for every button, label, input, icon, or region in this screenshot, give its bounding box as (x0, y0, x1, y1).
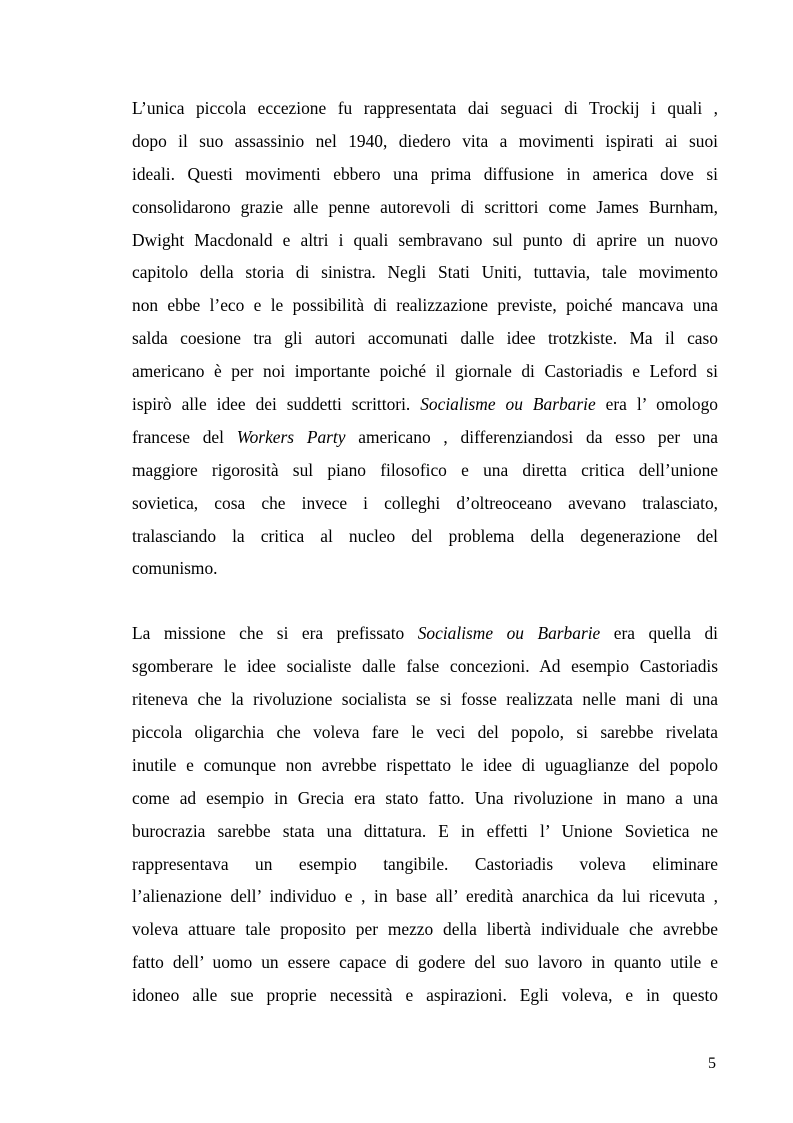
text-line (132, 158, 718, 191)
text-run: fatto dell’ uomo un essere capace di godere del suo lavoro in quanto utile e (132, 952, 718, 973)
text-line (132, 322, 718, 355)
text-line (132, 191, 718, 224)
text-line (132, 946, 718, 979)
italic-title: Socialisme ou Barbarie (420, 394, 596, 415)
paragraph-gap (132, 585, 718, 617)
text-run: capitolo della storia di sinistra. Negli Stati Uniti, tuttavia, tale movimento (132, 262, 718, 283)
text-line (132, 355, 718, 388)
italic-title: Socialisme ou Barbarie (417, 623, 601, 644)
text-run: dopo il suo assassinio nel 1940, diedero vita a movimenti ispirati ai suoi (132, 130, 718, 151)
text-run: tralasciando la critica al nucleo del problema della degenerazione del (132, 525, 718, 546)
paragraph-container (132, 92, 718, 1012)
text-run: sgomberare le idee socialiste dalle false concezioni. Ad esempio Castoriadis (132, 656, 718, 677)
text-line (132, 125, 718, 158)
text-run: Dwight Macdonald e altri i quali sembravano sul punto di aprire un nuovo (132, 229, 718, 250)
text-line (132, 716, 718, 749)
text-line (132, 815, 718, 848)
text-line (132, 617, 718, 650)
text-line (132, 454, 718, 487)
text-run: era l’ omologo (595, 394, 718, 415)
text-run: non ebbe l’eco e le possibilità di realizzazione previste, poiché mancava una (132, 295, 718, 316)
italic-title: Workers Party (236, 426, 346, 447)
document-body (132, 92, 718, 1012)
text-run: L’unica piccola eccezione fu rappresentata dai seguaci di Trockij i quali , (132, 98, 718, 118)
text-run: ideali. Questi movimenti ebbero una prima diffusione in america dove si (132, 163, 718, 184)
text-run: consolidarono grazie alle penne autorevoli di scrittori come James Burnham, (132, 196, 718, 217)
text-run: l’alienazione dell’ individuo e , in base all’ eredità anarchica da lui ricevuta , (132, 886, 718, 907)
text-line (132, 224, 718, 257)
text-run: come ad esempio in Grecia era stato fatto. Una rivoluzione in mano a una (132, 787, 718, 808)
text-line (132, 520, 718, 553)
text-line (132, 913, 718, 946)
paragraph-1 (132, 92, 718, 585)
text-line (132, 487, 718, 520)
text-run: piccola oligarchia che voleva fare le veci del popolo, si sarebbe rivelata (132, 722, 718, 743)
text-line (132, 552, 718, 585)
text-line (132, 749, 718, 782)
text-line (132, 848, 718, 881)
paragraph-2 (132, 617, 718, 1012)
text-line (132, 979, 718, 1012)
text-run: comunismo. (132, 558, 218, 579)
text-run: ispirò alle idee dei suddetti scrittori. (132, 394, 421, 415)
text-line (132, 256, 718, 289)
text-run: sovietica, cosa che invece i colleghi d’oltreoceano avevano tralasciato, (132, 492, 718, 513)
text-run: inutile e comunque non avrebbe rispettato le idee di uguaglianze del popolo (132, 754, 718, 775)
text-run: americano , differenziandosi da esso per una (345, 426, 718, 447)
text-run: riteneva che la rivoluzione socialista se si fosse realizzata nelle mani di una (132, 689, 718, 710)
text-line (132, 388, 718, 421)
text-line (132, 650, 718, 683)
page-number: 5 (708, 1055, 716, 1072)
text-run: salda coesione tra gli autori accomunati dalle idee trotzkiste. Ma il caso (132, 328, 718, 349)
text-run: La missione che si era prefissato (132, 623, 418, 644)
text-run: voleva attuare tale proposito per mezzo della libertà individuale che avrebbe (132, 919, 718, 940)
text-run: idoneo alle sue proprie necessità e aspirazioni. Egli voleva, e in questo (132, 985, 718, 1006)
text-run: rappresentava un esempio tangibile. Castoriadis voleva eliminare (132, 853, 718, 874)
text-line (132, 421, 718, 454)
text-run: americano è per noi importante poiché il giornale di Castoriadis e Leford si (132, 361, 718, 382)
text-line (132, 289, 718, 322)
text-run: maggiore rigorosità sul piano filosofico e una diretta critica dell’unione (132, 459, 718, 480)
text-run: era quella di (600, 623, 718, 644)
text-run: burocrazia sarebbe stata una dittatura. E in effetti l’ Unione Sovietica ne (132, 820, 718, 841)
text-line (132, 92, 718, 125)
text-line (132, 782, 718, 815)
text-run: francese del (132, 426, 237, 447)
text-line (132, 880, 718, 913)
text-line (132, 683, 718, 716)
